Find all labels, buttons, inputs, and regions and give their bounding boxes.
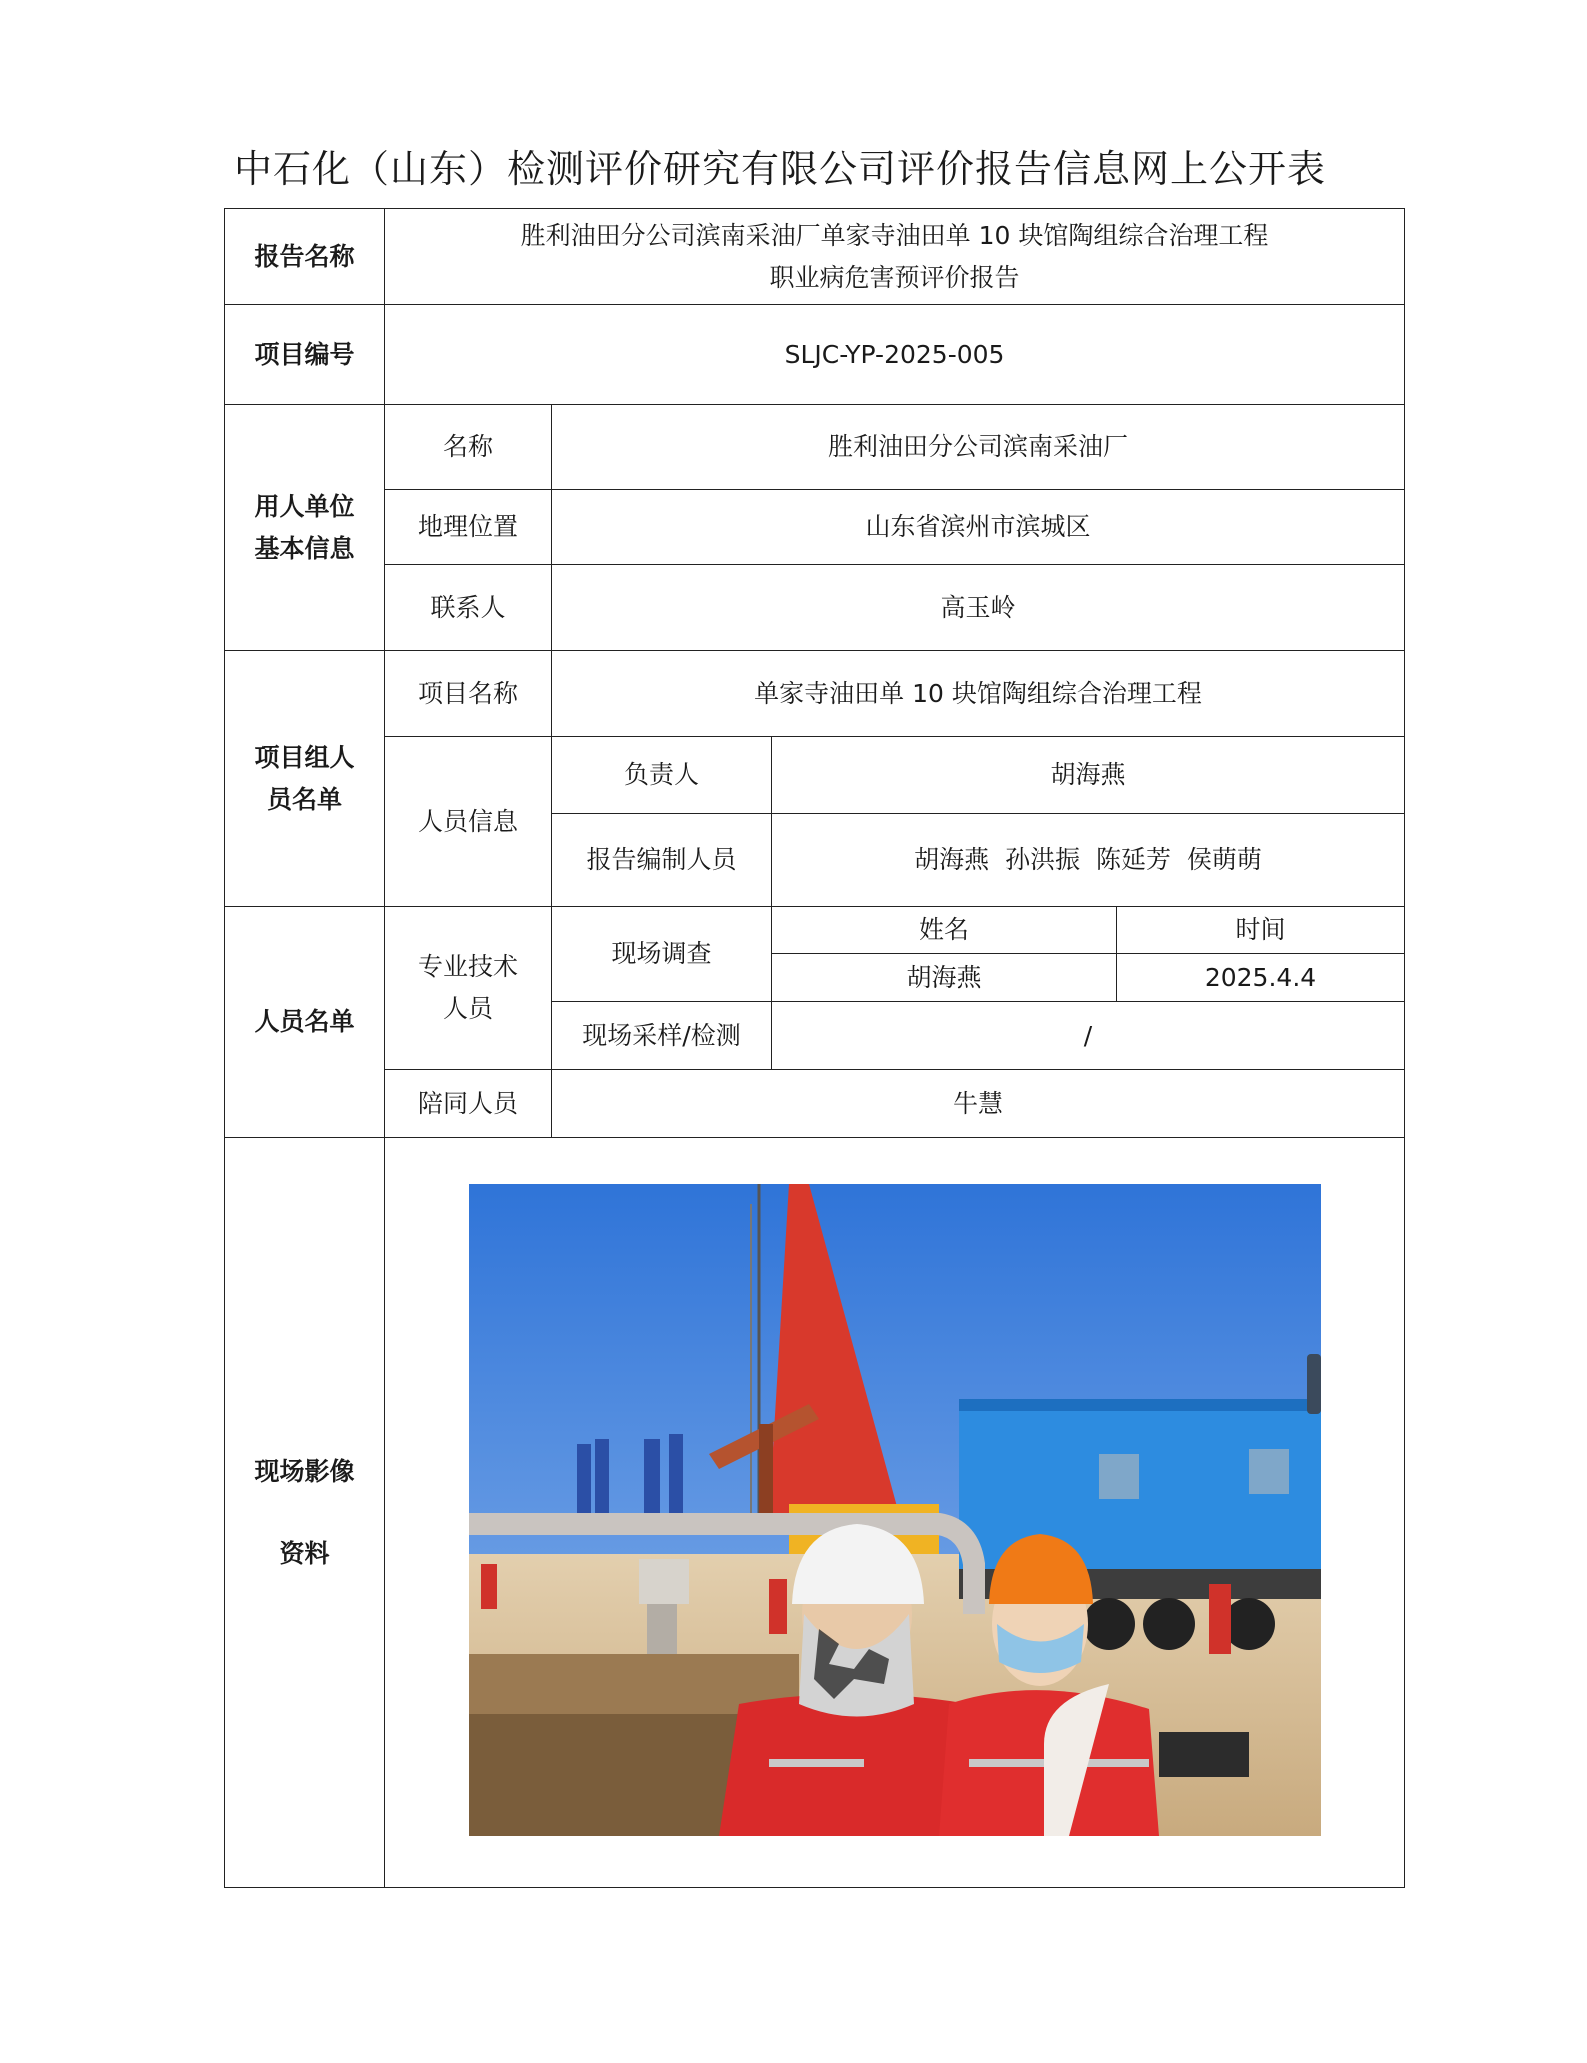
report-name-value bbox=[385, 209, 1405, 305]
contact-label: 联系人 bbox=[385, 565, 552, 651]
site-images-label bbox=[225, 1138, 385, 1888]
row-project-code bbox=[225, 305, 1405, 405]
contact-value: 高玉岭 bbox=[552, 565, 1405, 651]
employer-name-label: 名称 bbox=[385, 405, 552, 490]
project-code-label: 项目编号 bbox=[225, 305, 385, 405]
row-escort bbox=[225, 1070, 1405, 1138]
report-name-line1: 胜利油田分公司滨南采油厂单家寺油田单 10 块馆陶组综合治理工程 bbox=[520, 220, 1269, 250]
employer-label bbox=[225, 405, 385, 651]
project-team-label bbox=[225, 651, 385, 907]
survey-time: 2025.4.4 bbox=[1117, 954, 1405, 1002]
location-label: 地理位置 bbox=[385, 490, 552, 565]
leader-label: 负责人 bbox=[552, 737, 772, 814]
report-name-line2: 职业病危害预评价报告 bbox=[769, 262, 1020, 292]
location-value: 山东省滨州市滨城区 bbox=[552, 490, 1405, 565]
employer-label-line1: 用人单位 bbox=[254, 491, 355, 521]
site-images-label-line2: 资料 bbox=[279, 1538, 330, 1568]
row-site-images bbox=[225, 1138, 1405, 1888]
row-employer-location bbox=[225, 490, 1405, 565]
row-report-name bbox=[225, 209, 1405, 305]
row-leader bbox=[225, 737, 1405, 814]
sampling-value: / bbox=[772, 1002, 1405, 1070]
site-photo-cell bbox=[385, 1138, 1405, 1888]
escort-label: 陪同人员 bbox=[385, 1070, 552, 1138]
editors-value: 胡海燕 孙洪振 陈延芳 侯萌萌 bbox=[772, 814, 1405, 907]
project-team-label-line2: 员名单 bbox=[266, 784, 342, 814]
editors-label: 报告编制人员 bbox=[552, 814, 772, 907]
site-photo bbox=[469, 1184, 1321, 1836]
sampling-label: 现场采样/检测 bbox=[552, 1002, 772, 1070]
row-employer-contact bbox=[225, 565, 1405, 651]
project-name-label: 项目名称 bbox=[385, 651, 552, 737]
employer-label-line2: 基本信息 bbox=[254, 533, 355, 563]
survey-name: 胡海燕 bbox=[772, 954, 1117, 1002]
project-name-value: 单家寺油田单 10 块馆陶组综合治理工程 bbox=[552, 651, 1405, 737]
site-images-label-line1: 现场影像 bbox=[254, 1456, 355, 1486]
row-project-name bbox=[225, 651, 1405, 737]
survey-label: 现场调查 bbox=[552, 907, 772, 1002]
personnel-label: 人员信息 bbox=[385, 737, 552, 907]
escort-value: 牛慧 bbox=[552, 1070, 1405, 1138]
leader-value: 胡海燕 bbox=[772, 737, 1405, 814]
row-survey-header bbox=[225, 907, 1405, 954]
tech-staff-label-line2: 人员 bbox=[442, 994, 493, 1023]
project-team-label-line1: 项目组人 bbox=[254, 742, 355, 772]
disclosure-table bbox=[224, 208, 1405, 1888]
report-name-label: 报告名称 bbox=[225, 209, 385, 305]
time-header: 时间 bbox=[1117, 907, 1405, 954]
staff-list-label: 人员名单 bbox=[225, 907, 385, 1138]
document-title: 中石化（山东）检测评价研究有限公司评价报告信息网上公开表 bbox=[233, 147, 1326, 191]
name-header: 姓名 bbox=[772, 907, 1117, 954]
tech-staff-label-line1: 专业技术 bbox=[417, 952, 518, 981]
employer-name-value: 胜利油田分公司滨南采油厂 bbox=[552, 405, 1405, 490]
project-code-value: SLJC-YP-2025-005 bbox=[385, 305, 1405, 405]
tech-staff-label bbox=[385, 907, 552, 1070]
row-employer-name bbox=[225, 405, 1405, 490]
